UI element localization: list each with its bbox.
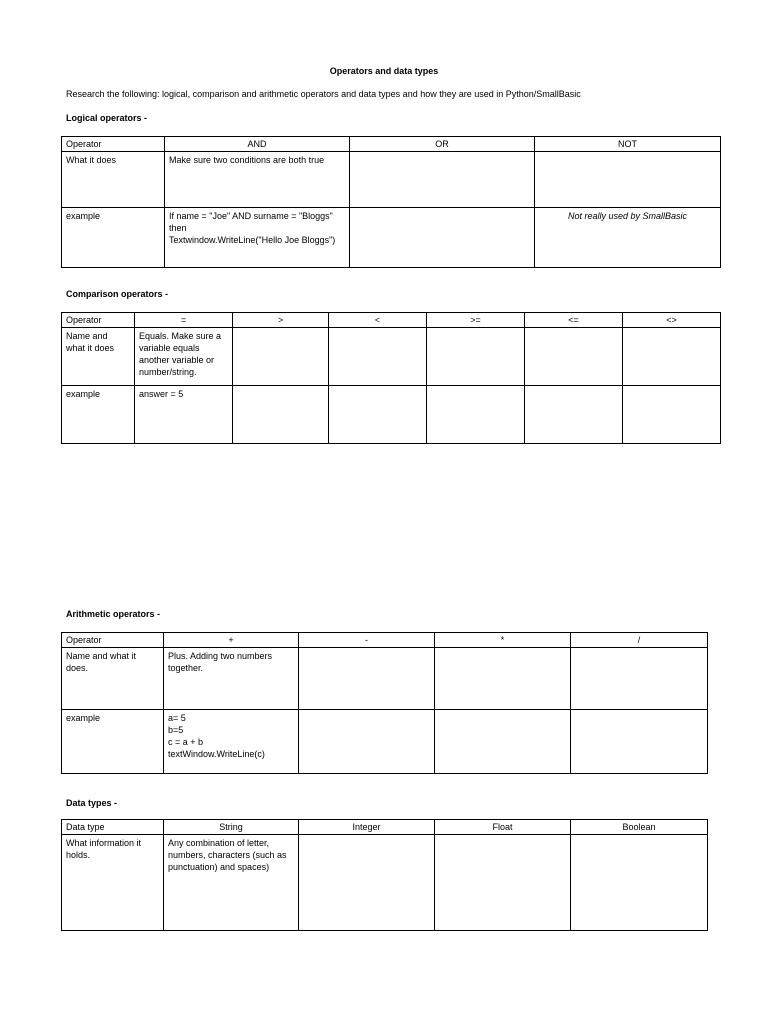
table-cell	[623, 328, 721, 386]
header-cell: Operator	[62, 137, 165, 152]
table-cell	[427, 328, 525, 386]
comparison-table	[61, 312, 721, 444]
cell-line: Textwindow.WriteLine("Hello Joe Bloggs")	[169, 235, 336, 245]
cell-line: What information it	[66, 838, 142, 848]
table-row	[62, 208, 721, 268]
cell-line: together.	[168, 663, 204, 673]
datatypes-table	[61, 819, 708, 931]
table-row	[62, 835, 708, 931]
table-row	[62, 648, 708, 710]
header-cell: Operator	[62, 633, 164, 648]
comparison-heading: Comparison operators -	[66, 289, 169, 299]
table-cell	[350, 208, 535, 268]
header-cell: <=	[525, 313, 623, 328]
cell-line: holds.	[66, 850, 91, 860]
table-cell	[299, 710, 435, 774]
header-cell: *	[435, 633, 571, 648]
table-row	[62, 328, 721, 386]
logical-table	[61, 136, 721, 268]
table-row	[62, 386, 721, 444]
table-cell	[571, 835, 708, 931]
header-cell: >=	[427, 313, 525, 328]
cell-line: Plus. Adding two numbers	[168, 651, 273, 661]
row-label	[62, 648, 164, 710]
table-row	[62, 313, 721, 328]
table-cell	[164, 835, 299, 931]
header-cell: AND	[165, 137, 350, 152]
table-cell	[299, 835, 435, 931]
table-cell	[571, 648, 708, 710]
intro-text: Research the following: logical, comparison and arithmetic operators and data types and how they are used in Python/SmallBasic	[66, 89, 581, 99]
table-cell	[571, 710, 708, 774]
table-cell	[435, 710, 571, 774]
row-label: example	[62, 386, 135, 444]
header-cell: <	[329, 313, 427, 328]
header-cell: Integer	[299, 820, 435, 835]
table-row	[62, 633, 708, 648]
cell-line: then	[169, 223, 187, 233]
row-label: example	[62, 710, 164, 774]
header-cell: Operator	[62, 313, 135, 328]
cell-line: c = a + b	[168, 737, 204, 747]
row-label	[62, 328, 135, 386]
header-cell: +	[164, 633, 299, 648]
table-cell	[329, 386, 427, 444]
cell-line: does.	[66, 663, 89, 673]
cell-line: Name and what it	[66, 651, 137, 661]
cell-line: another variable or	[139, 355, 215, 365]
row-label	[62, 835, 164, 931]
arithmetic-table	[61, 632, 708, 774]
header-cell: String	[164, 820, 299, 835]
table-cell	[525, 328, 623, 386]
datatypes-heading: Data types -	[66, 798, 118, 808]
table-cell	[535, 152, 721, 208]
header-cell: OR	[350, 137, 535, 152]
table-cell	[233, 386, 329, 444]
table-cell	[435, 835, 571, 931]
table-cell	[427, 386, 525, 444]
table-cell	[165, 208, 350, 268]
table-cell	[329, 328, 427, 386]
cell-line: Equals. Make sure a	[139, 331, 222, 341]
cell-line: Any combination of letter,	[168, 838, 270, 848]
table-cell: Make sure two conditions are both true	[165, 152, 350, 208]
table-cell	[623, 386, 721, 444]
table-cell	[525, 386, 623, 444]
table-row	[62, 820, 708, 835]
header-cell: -	[299, 633, 435, 648]
row-label: What it does	[62, 152, 165, 208]
header-cell: =	[135, 313, 233, 328]
header-cell: NOT	[535, 137, 721, 152]
table-row	[62, 152, 721, 208]
header-cell: /	[571, 633, 708, 648]
cell-line: number/string.	[139, 367, 197, 377]
header-cell: Data type	[62, 820, 164, 835]
table-row	[62, 137, 721, 152]
cell-line: what it does	[66, 343, 115, 353]
table-cell	[135, 328, 233, 386]
cell-line: textWindow.WriteLine(c)	[168, 749, 265, 759]
cell-line: punctuation) and spaces)	[168, 862, 270, 872]
logical-heading: Logical operators -	[66, 113, 148, 123]
table-cell	[435, 648, 571, 710]
arithmetic-heading: Arithmetic operators -	[66, 609, 161, 619]
table-cell: answer = 5	[135, 386, 233, 444]
cell-line: b=5	[168, 725, 184, 735]
table-cell	[299, 648, 435, 710]
table-cell	[164, 648, 299, 710]
table-cell: Not really used by SmallBasic	[535, 208, 721, 268]
cell-line: If name = "Joe" AND surname = "Bloggs"	[169, 211, 333, 221]
page-title: Operators and data types	[329, 66, 439, 76]
header-cell: <>	[623, 313, 721, 328]
row-label: example	[62, 208, 165, 268]
header-cell: Boolean	[571, 820, 708, 835]
cell-line: variable equals	[139, 343, 200, 353]
cell-line: a= 5	[168, 713, 186, 723]
cell-line: numbers, characters (such as	[168, 850, 287, 860]
cell-line: Name and	[66, 331, 108, 341]
header-cell: Float	[435, 820, 571, 835]
table-row	[62, 710, 708, 774]
table-cell	[350, 152, 535, 208]
header-cell: >	[233, 313, 329, 328]
table-cell	[164, 710, 299, 774]
table-cell	[233, 328, 329, 386]
